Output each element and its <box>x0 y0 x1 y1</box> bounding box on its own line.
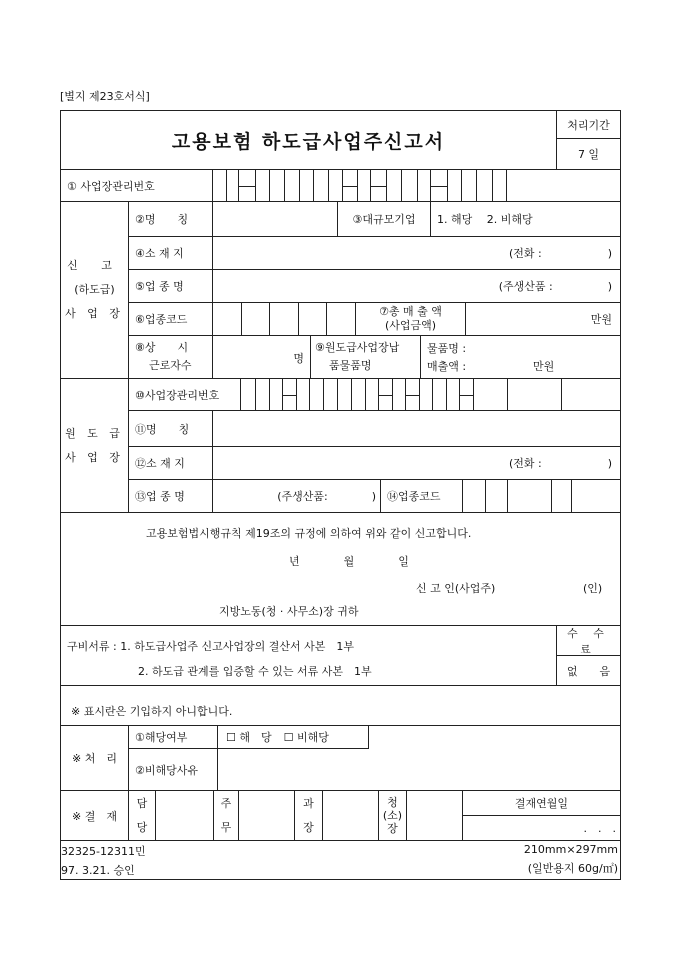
digit-divider <box>447 170 448 201</box>
digit-divider <box>255 379 256 410</box>
digit-separator <box>370 186 386 187</box>
digit-separator <box>459 395 473 396</box>
prime-business-input[interactable] <box>212 479 381 513</box>
sec1-label2: (하도급) <box>74 283 115 296</box>
workers-label: ⑧상 시 <box>135 341 189 354</box>
reason-input[interactable] <box>217 748 621 791</box>
approval-manager: 과 장 <box>294 790 323 841</box>
sec2-label2: 사 업 장 <box>65 450 124 464</box>
digit-divider <box>269 170 270 201</box>
workers-input[interactable] <box>212 335 311 379</box>
prime-phone-label: (전화 : ) <box>508 457 612 470</box>
label-industry-code: ⑥업종코드 <box>128 302 213 336</box>
digit-separator <box>282 395 296 396</box>
approval-date-input[interactable]: . . . <box>462 815 621 841</box>
digit-divider <box>365 379 366 410</box>
docs-item-2: 2. 하도급 관계를 입증할 수 있는 서류 사본 1부 <box>138 665 372 678</box>
notice: ※ 표시란은 기입하지 아니합니다. <box>60 685 621 726</box>
digit-divider <box>284 170 285 201</box>
digit-divider <box>337 379 338 410</box>
digit-divider <box>326 303 327 335</box>
amount-label: 매출액 : <box>427 360 467 373</box>
section-prime-contractor <box>60 378 129 513</box>
approval-staff-sign[interactable] <box>155 790 214 841</box>
industry-code-input[interactable] <box>212 302 356 336</box>
digit-divider <box>269 379 270 410</box>
recipient: 지방노동(청 · 사무소)장 귀하 <box>219 605 359 618</box>
mgmt-no-input[interactable] <box>212 169 621 202</box>
checkbox-not-applicable[interactable]: ☐ 비해당 <box>283 731 329 744</box>
declaration-date[interactable]: 년 월 일 <box>289 555 409 568</box>
supply-input[interactable] <box>420 335 621 379</box>
digit-divider <box>461 170 462 201</box>
sales-label: ⑦총 매 출 액 <box>379 305 442 318</box>
label-sales <box>355 302 466 336</box>
declaration-text: 고용보험법시행규칙 제19조의 규정에 의하여 위와 같이 신고합니다. <box>146 527 472 540</box>
digit-divider <box>506 170 507 201</box>
amount-unit: 만원 <box>533 360 555 373</box>
form-number: [별지 제23호서식] <box>60 90 150 103</box>
digit-divider <box>328 170 329 201</box>
applicable-options <box>217 725 369 749</box>
digit-divider <box>255 170 256 201</box>
reporter-label: 신 고 인(사업주) <box>416 582 496 595</box>
label-applicable: ①해당여부 <box>128 725 218 749</box>
prime-code-input[interactable] <box>462 479 621 513</box>
required-docs <box>60 625 557 686</box>
processing-section-label: ※ 처 리 <box>60 725 129 791</box>
prime-address-input[interactable] <box>212 446 621 480</box>
digit-divider <box>561 379 562 410</box>
label-prime-name: ⑪명 칭 <box>128 410 213 447</box>
label-prime-code: ⑭업종코드 <box>380 479 463 513</box>
label-large-company: ③대규모기업 <box>337 201 431 237</box>
prime-name-input[interactable] <box>212 410 621 447</box>
label-reason: ②비해당사유 <box>128 748 218 791</box>
sec1-label1: 신 고 <box>67 259 122 272</box>
approval-label: ※ 결 재 <box>60 790 129 841</box>
checkbox-applicable[interactable]: ☐ 해 당 <box>226 731 272 744</box>
won-unit: 만원 <box>590 313 612 326</box>
fee-label: 수 수 료 <box>556 625 621 656</box>
section-subcontractor <box>60 201 129 379</box>
label-mgmt-no: ① 사업장관리번호 <box>60 169 213 202</box>
sales-input[interactable] <box>465 302 621 336</box>
label-business: ⑤업 종 명 <box>128 269 213 303</box>
approval-date-label: 결재연월일 <box>462 790 621 816</box>
digit-divider <box>392 379 393 410</box>
item-label: 물품명 : <box>427 342 467 355</box>
footer-size: 210mm×297mm <box>523 843 618 856</box>
digit-divider <box>507 379 508 410</box>
digit-divider <box>432 379 433 410</box>
workers-sublabel: 근로자수 <box>149 359 192 372</box>
digit-divider <box>357 170 358 201</box>
label-workers <box>128 335 213 379</box>
digit-divider <box>419 379 420 410</box>
digit-divider <box>386 170 387 201</box>
fee-value: 없 음 <box>556 655 621 686</box>
digit-divider <box>296 379 297 410</box>
form-title: 고용보험 하도급사업주신고서 <box>60 110 557 170</box>
digit-separator <box>405 395 419 396</box>
digit-divider <box>299 170 300 201</box>
digit-separator <box>430 186 447 187</box>
approval-chief: 주 무 <box>213 790 239 841</box>
footer-code: 32325-12311민 <box>61 845 146 858</box>
supply-sublabel: 품물품명 <box>329 359 372 372</box>
digit-separator <box>342 186 357 187</box>
approval-staff: 담 당 <box>128 790 156 841</box>
digit-divider <box>313 170 314 201</box>
digit-divider <box>351 379 352 410</box>
business-input[interactable] <box>212 269 621 303</box>
digit-divider <box>309 379 310 410</box>
persons-unit: 명 <box>293 352 304 365</box>
declaration <box>60 512 621 626</box>
phone-label: (전화 : ) <box>508 247 612 260</box>
digit-divider <box>485 480 486 512</box>
sec1-label3: 사 업 장 <box>65 307 124 320</box>
label-prime-address: ⑫소 재 지 <box>128 446 213 480</box>
processing-value: 7 일 <box>556 138 621 170</box>
label-prime-mgmt-no: ⑩사업장관리번호 <box>128 378 241 411</box>
digit-separator <box>238 186 255 187</box>
footer-paper: (일반용지 60g/㎡) <box>527 862 618 875</box>
digit-separator <box>378 395 392 396</box>
docs-item-1: 구비서류 : 1. 하도급사업주 신고사업장의 결산서 사본 1부 <box>67 640 354 653</box>
digit-divider <box>241 303 242 335</box>
digit-divider <box>226 170 227 201</box>
approval-chief-sign[interactable] <box>238 790 295 841</box>
approval-head: 청 (소) 장 <box>378 790 407 841</box>
digit-divider <box>571 480 572 512</box>
sales-sublabel: (사업금액) <box>384 319 437 332</box>
digit-divider <box>476 170 477 201</box>
label-address: ④소 재 지 <box>128 236 213 270</box>
digit-divider <box>269 303 270 335</box>
sec2-label1: 원 도 급 <box>65 426 124 440</box>
prime-product-label: (주생산품: ) <box>277 490 376 503</box>
product-label: (주생산품 : ) <box>498 280 612 293</box>
digit-divider <box>401 170 402 201</box>
digit-divider <box>551 480 552 512</box>
digit-divider <box>507 480 508 512</box>
digit-divider <box>473 379 474 410</box>
prime-mgmt-no-input[interactable] <box>240 378 621 411</box>
label-prime-business: ⑬업 종 명 <box>128 479 213 513</box>
digit-divider <box>298 303 299 335</box>
digit-divider <box>417 170 418 201</box>
approval-head-sign[interactable] <box>406 790 463 841</box>
footer-approved: 97. 3.21. 승인 <box>61 864 135 877</box>
seal-label: (인) <box>583 582 603 595</box>
large-company-options[interactable]: 1. 해당 2. 비해당 <box>430 201 621 237</box>
processing-label: 처리기간 <box>556 110 621 139</box>
digit-divider <box>323 379 324 410</box>
address-input[interactable] <box>212 236 621 270</box>
digit-divider <box>492 170 493 201</box>
digit-divider <box>446 379 447 410</box>
approval-manager-sign[interactable] <box>322 790 379 841</box>
label-name: ②명 칭 <box>128 201 213 237</box>
supply-label: ⑨원도급사업장납 <box>315 341 400 354</box>
label-supply <box>310 335 421 379</box>
name-input[interactable] <box>212 201 338 237</box>
